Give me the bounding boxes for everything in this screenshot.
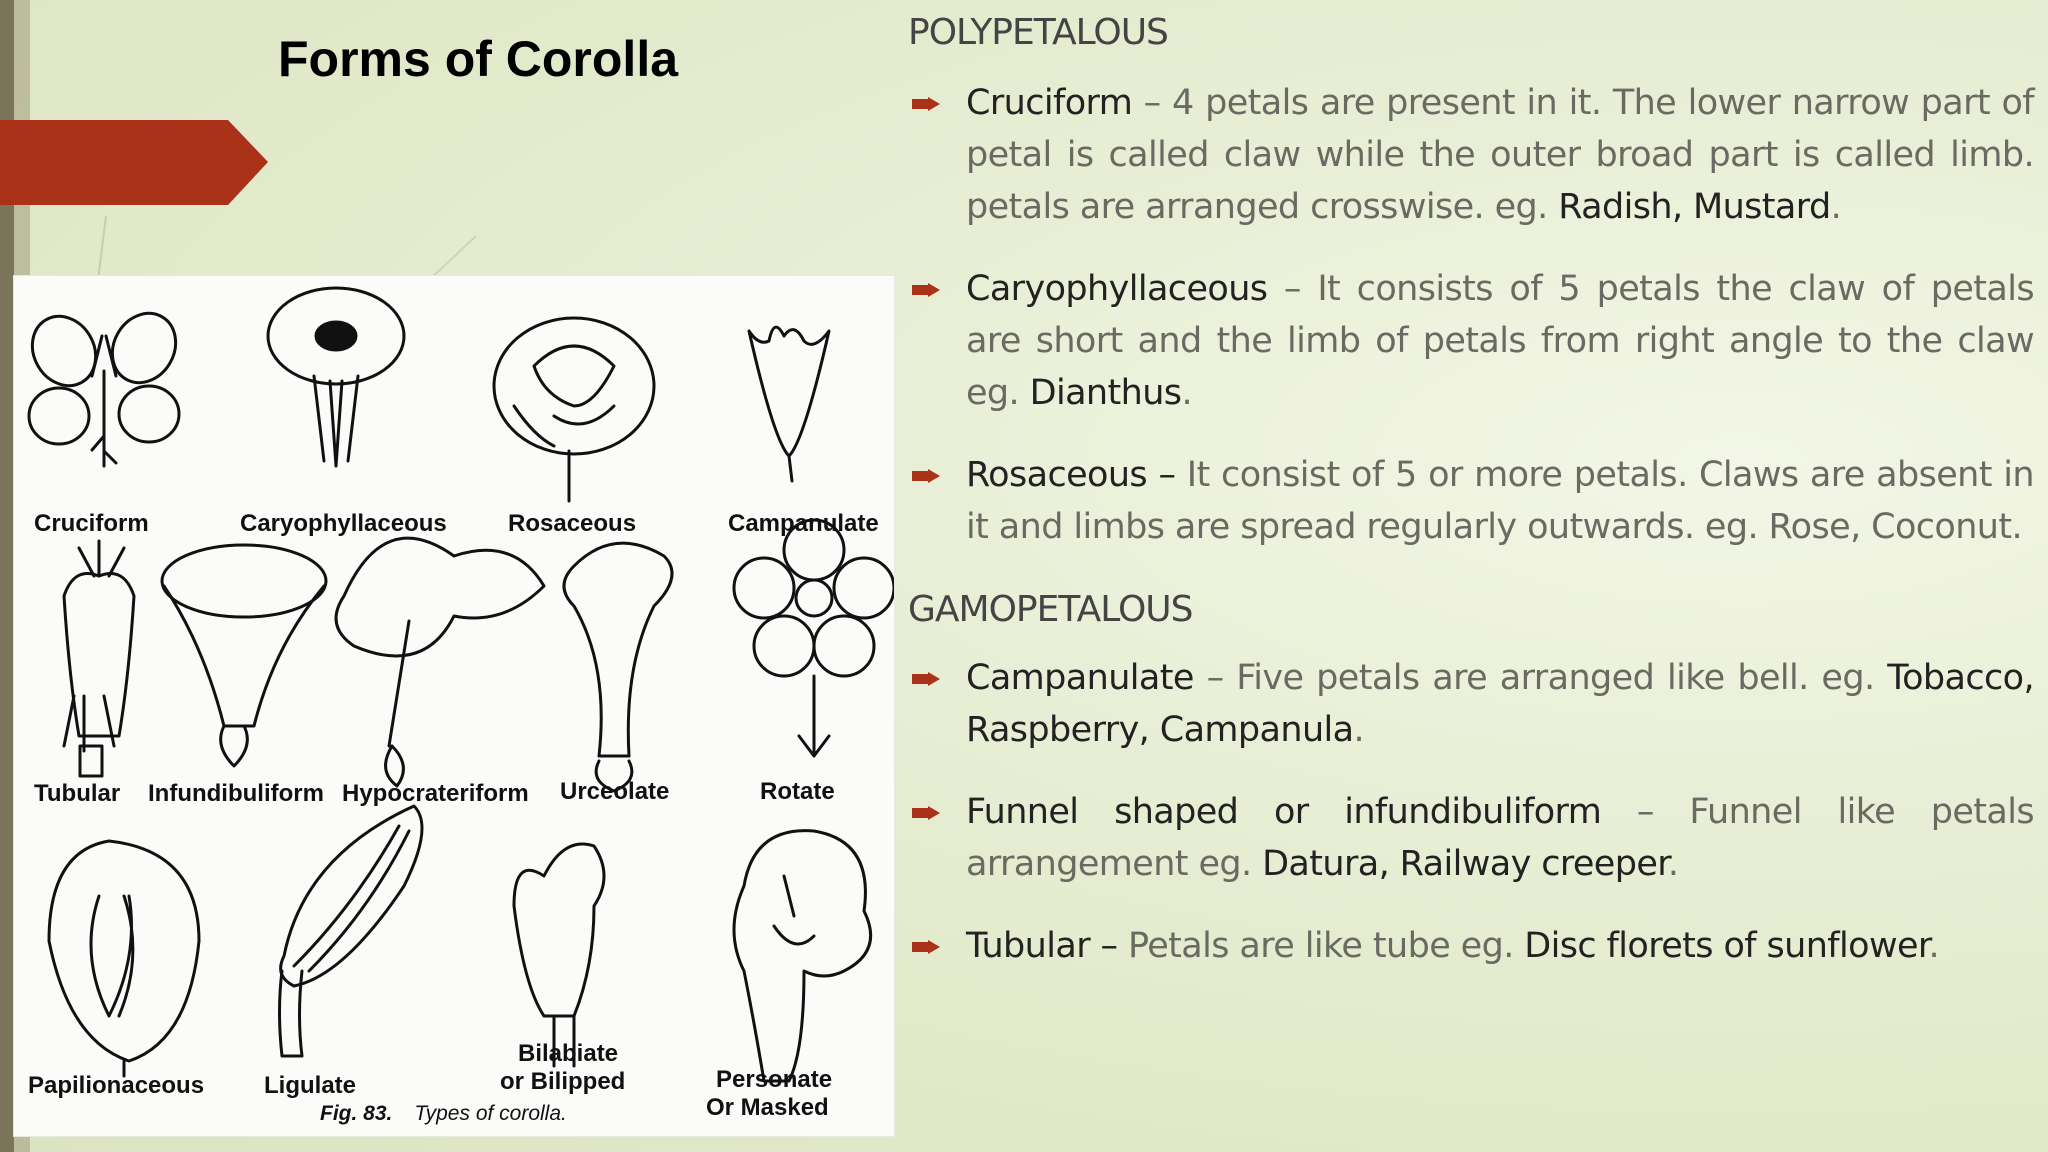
figure-caption — [320, 1102, 567, 1126]
bullet-marker-icon — [912, 672, 940, 686]
personate-drawing — [734, 831, 871, 1081]
bullet-marker-icon — [912, 806, 940, 820]
campanulate-drawing — [749, 327, 829, 481]
heading-polypetalous: POLYPETALOUS — [908, 12, 1168, 53]
end-tubular: . — [1928, 926, 1940, 966]
bullet-rosaceous — [908, 449, 2034, 553]
label-ligulate: Ligulate — [264, 1072, 357, 1099]
label-personate: Personate — [716, 1066, 833, 1093]
bilabiate-drawing — [514, 844, 604, 1066]
end-campanulate: . — [1353, 710, 1365, 750]
label-papilionaceous: Papilionaceous — [28, 1072, 205, 1099]
bullet-marker-icon — [912, 283, 940, 297]
rotate-drawing — [734, 520, 894, 756]
corolla-drawings — [14, 276, 894, 1136]
label-cruciform: Cruciform — [34, 510, 149, 537]
papilionaceous-drawing — [49, 841, 199, 1076]
content-column — [908, 12, 2034, 972]
ligulate-drawing — [280, 806, 423, 1056]
label-bilabiate: Bilabiate — [518, 1040, 619, 1067]
example-caryophyllaceous: Dianthus — [1029, 373, 1182, 413]
label-infundibuliform: Infundibuliform — [148, 780, 324, 807]
desc-caryophyllaceous: – It consists of 5 petals the claw of petals are short and the limb of petals from right angle to the claw eg. — [966, 269, 2034, 413]
example-campanulate: Tobacco, Raspberry, Campanula — [966, 658, 2034, 750]
desc-rosaceous: It consist of 5 or more petals. Claws are absent in it and limbs are spread regularly outwards. eg. Rose, Coconut. — [966, 455, 2034, 547]
rosaceous-drawing — [494, 318, 654, 501]
label-rotate: Rotate — [760, 778, 835, 805]
corolla-figure — [14, 276, 894, 1136]
example-funnel: Datura, Railway creeper — [1262, 844, 1668, 884]
term-tubular: Tubular – — [966, 926, 1128, 966]
infundibuliform-drawing — [162, 545, 326, 766]
end-funnel: . — [1667, 844, 1679, 884]
label-hypocrateriform: Hypocrateriform — [342, 780, 529, 807]
term-rosaceous: Rosaceous – — [966, 455, 1187, 495]
label-campanulate: Campanulate — [728, 510, 879, 537]
hypocrateriform-drawing — [336, 538, 544, 786]
example-tubular: Disc florets of sunflower — [1524, 926, 1929, 966]
end-cruciform: . — [1830, 187, 1842, 227]
bullet-tubular — [908, 920, 2034, 972]
label-bilipped: or Bilipped — [500, 1068, 626, 1095]
bullet-marker-icon — [912, 469, 940, 483]
label-urceolate: Urceolate — [560, 778, 670, 805]
page-title: Forms of Corolla — [278, 31, 679, 87]
bullet-marker-icon — [912, 97, 940, 111]
label-masked: Or Masked — [706, 1094, 829, 1121]
accent-arrow-banner — [0, 120, 268, 205]
label-tubular: Tubular — [34, 780, 121, 807]
cruciform-drawing — [20, 302, 188, 466]
term-cruciform: Cruciform — [966, 83, 1133, 123]
desc-funnel: – Funnel like petals arrangement eg. — [966, 792, 2035, 884]
bullet-marker-icon — [912, 940, 940, 954]
label-rosaceous: Rosaceous — [508, 510, 637, 537]
caption-number: Fig. 83. — [320, 1102, 393, 1125]
desc-cruciform: – 4 petals are present in it. The lower narrow part of petal is called claw while the outer broad part is called limb. petals are arranged crosswise. eg. — [966, 83, 2034, 227]
bullet-funnel — [908, 786, 2034, 890]
end-caryophyllaceous: . — [1181, 373, 1192, 413]
desc-campanulate: – Five petals are arranged like bell. eg. — [1193, 658, 1888, 698]
example-cruciform: Radish, Mustard — [1558, 187, 1831, 227]
caption-text: Types of corolla. — [414, 1102, 567, 1125]
term-caryophyllaceous: Caryophyllaceous — [966, 269, 1268, 309]
bullet-caryophyllaceous — [908, 263, 2034, 419]
term-funnel: Funnel shaped or infundibuliform — [966, 792, 1602, 832]
heading-gamopetalous: GAMOPETALOUS — [908, 589, 1193, 630]
urceolate-drawing — [564, 543, 672, 791]
term-campanulate: Campanulate — [966, 658, 1194, 698]
tubular-drawing — [64, 541, 134, 776]
label-caryophyllaceous: Caryophyllaceous — [240, 510, 447, 537]
bullet-campanulate — [908, 652, 2034, 756]
desc-tubular: Petals are like tube eg. — [1127, 926, 1525, 966]
caryophyllaceous-drawing — [268, 288, 404, 466]
bullet-cruciform — [908, 77, 2034, 233]
